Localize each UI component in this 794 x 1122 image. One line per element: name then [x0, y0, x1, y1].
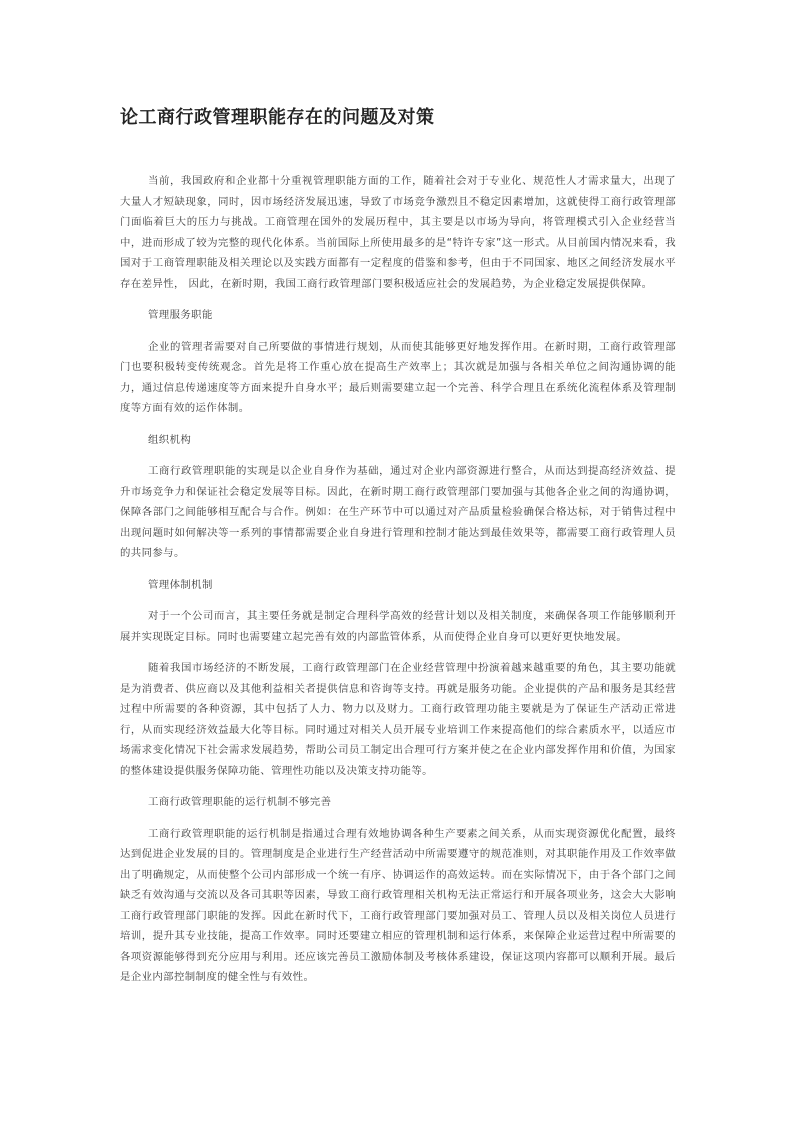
- paragraph: 工商行政管理职能的实现是以企业自身作为基础，通过对企业内部资源进行整合，从而达到提高经济效益、提升市场竞争力和保证社会稳定发展等目标。因此，在新时期工商行政管理部门要加强与其他各企业之间的沟通协调，保障各部门之间能够相互配合与合作。例如：在生产环节中可以通过对产品质量检验确保合格达标，对于销售过程中出现问题时如何解决等一系列的事情都需要企业自身进行管理和控制才能达到最佳效果等，都需要工商行政管理人员的共同参与。: [120, 465, 676, 559]
- paragraph: 当前，我国政府和企业都十分重视管理职能方面的工作，随着社会对于专业化、规范性人才需求量大，出现了大量人才短缺现象，同时，因市场经济发展迅速，导致了市场竞争激烈且不稳定因素增加，这就使得工商行政管理部门面临着巨大的压力与挑战。工商管理在国外的发展历程中，其主要是以市场为导向，将管理模式引入企业经营当中，进而形成了较为完整的现代化体系。当前国际上所使用最多的是“特许专家”这一形式。从目前国内情况来看，我国对于工商管理职能及相关理论以及实践方面都有一定程度的借鉴和参考，但由于不同国家、地区之间经济发展水平存在差异性， 因此，在新时期，我国工商行政管理部门要积极适应社会的发展趋势，为企业稳定发展提供保障。: [120, 175, 676, 290]
- section-heading: 工商行政管理职能的运行机制不够完善: [148, 796, 332, 808]
- section-heading: 管理服务职能: [148, 309, 213, 321]
- paragraph: 对于一个公司而言，其主要任务就是制定合理科学高效的经营计划以及相关制度，来确保各项工作能够顺利开展并实现既定目标。同时也需要建立起完善有效的内部监管体系，从而使得企业自身可以更好更快地发展。: [120, 610, 676, 643]
- section-heading: 管理体制机制: [148, 578, 213, 591]
- section-heading: 组织机构: [148, 433, 192, 446]
- paragraph: 企业的管理者需要对自己所要做的事情进行规划，从而使其能够更好地发挥作用。在新时期，工商行政管理部门也要积极转变传统观念。首先是将工作重心放在提高生产效率上；其次就是加强与各相关单位之间沟通协调的能力，通过信息传递速度等方面来提升自身水平；最后则需要建立起一个完善、科学合理且在系统化流程体系及管理制度等方面有效的运作体制。: [120, 340, 676, 414]
- paragraph: 随着我国市场经济的不断发展，工商行政管理部门在企业经营管理中扮演着越来越重要的角色，其主要功能就是为消费者、供应商以及其他利益相关者提供信息和咨询等支持。再就是服务功能。企业提供的产品和服务是其经营过程中所需要的各种资源，其中包括了人力、物力以及财力。工商行政管理功能主要就是为了保证生产活动正常进行，从而实现经济效益最大化等目标。同时通过对相关人员开展专业培训工作来提高他们的综合素质水平，以适应市场需求变化情况下社会需求发展趋势，帮助公司员工制定出合理可行方案并使之在企业内部发挥作用和价值，为国家的整体建设提供服务保障功能、管理性功能以及决策支持功能等。: [120, 662, 676, 777]
- paragraph: 工商行政管理职能的运行机制是指通过合理有效地协调各种生产要素之间关系，从而实现资源优化配置，最终达到促进企业发展的目的。管理制度是企业进行生产经营活动中所需要遵守的规范准则，对其职能作用及工作效率做出了明确规定，从而使整个公司内部形成一个统一有序、协调运作的高效运转。而在实际情况下，由于各个部门之间缺乏有效沟通与交流以及各司其职等因素，导致工商行政管理相关机构无法正常运行和开展各项业务，这会大大影响工商行政管理部门职能的发挥。因此在新时代下，工商行政管理部门要加强对员工、管理人员以及相关岗位人员进行培训，提升其专业技能，提高工作效率。同时还要建立相应的管理机制和运行体系，来保障企业运营过程中所需要的各项资源能够得到充分应用与利用。还应该完善员工激励体制及考核体系建设，保证这项内容都可以顺利开展。最后是企业内部控制制度的健全性与有效性。: [120, 827, 676, 983]
- page-title: 论工商行政管理职能存在的问题及对策: [120, 107, 435, 128]
- document-body: [120, 171, 676, 999]
